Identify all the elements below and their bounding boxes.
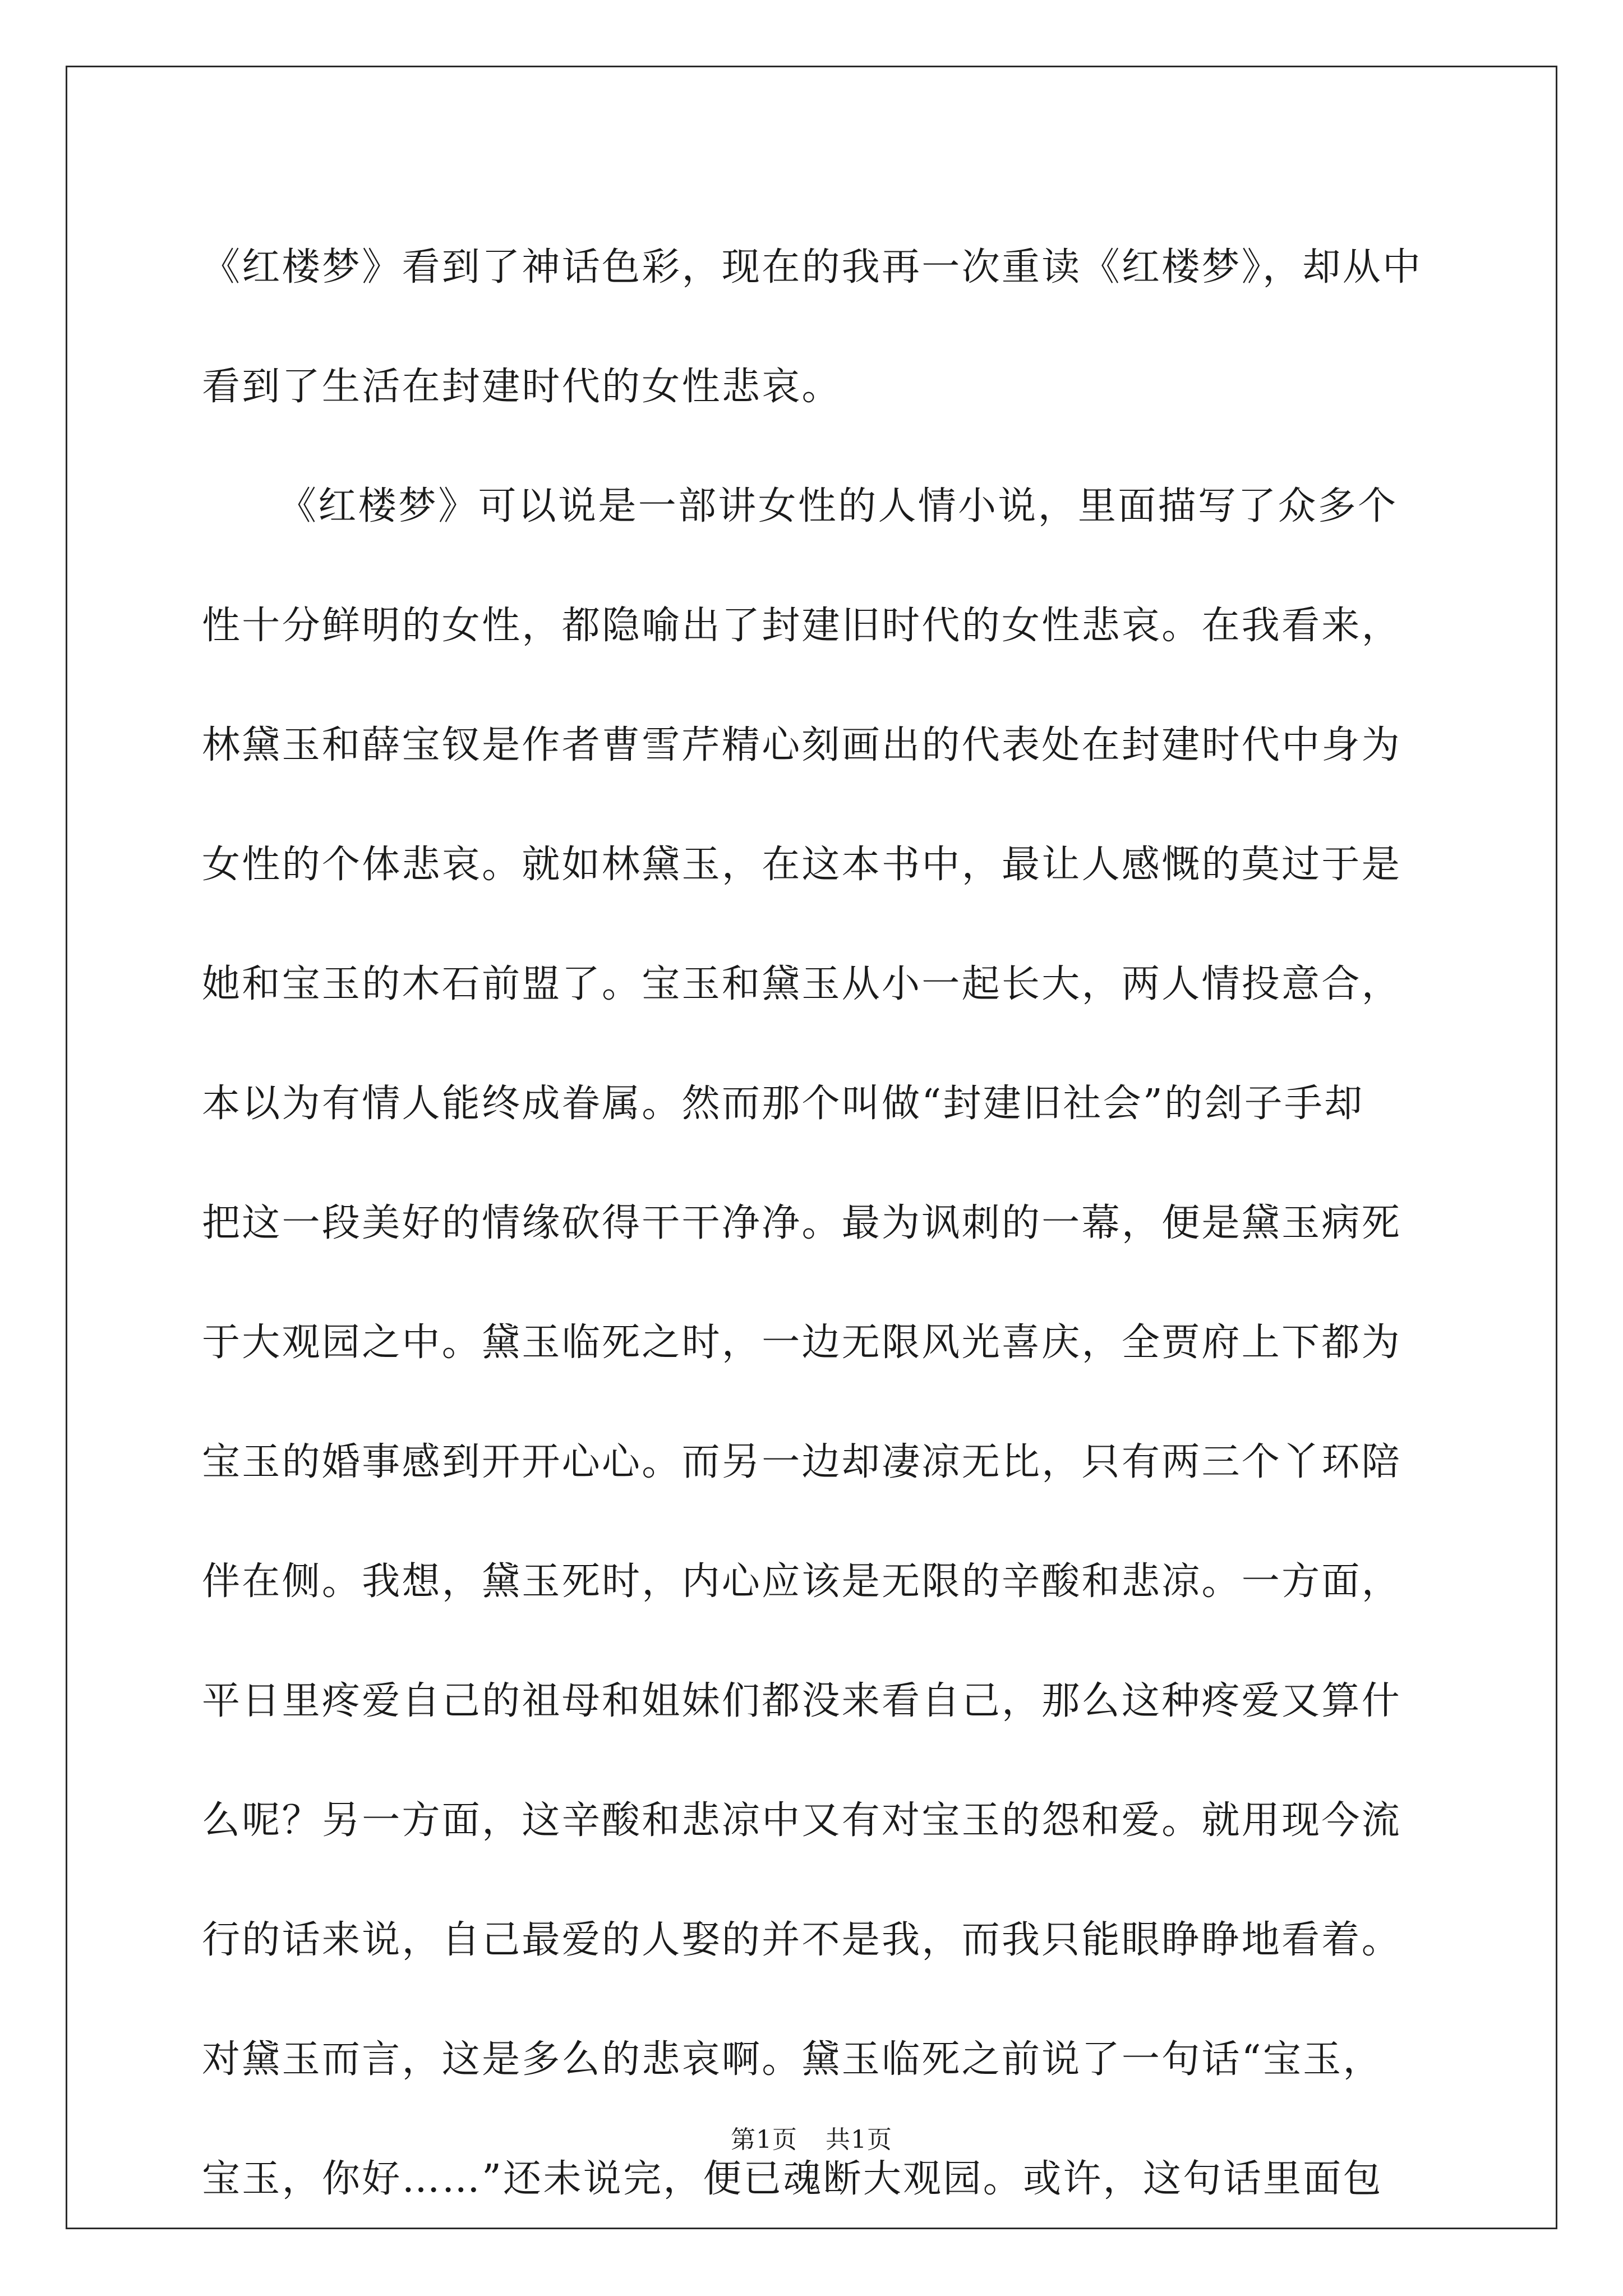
page-footer [0,2119,1623,2155]
text-line: 伴在侧。我想，黛玉死时，内心应该是无限的辛酸和悲凉。一方面， [202,1559,1402,1604]
text-line: 行的话来说，自己最爱的人娶的并不是我，而我只能眼睁睁地看着。 [202,1918,1402,1962]
text-line: 《红楼梦》看到了神话色彩，现在的我再一次重读《红楼梦》，却从中 [202,245,1423,289]
text-line: 女性的个体悲哀。就如林黛玉，在这本书中，最让人感慨的莫过于是 [202,843,1402,887]
text-line: 于大观园之中。黛玉临死之时，一边无限风光喜庆，全贾府上下都为 [202,1320,1402,1365]
text-line: 把这一段美好的情缘砍得干干净净。最为讽刺的一幕，便是黛玉病死 [202,1201,1402,1245]
text-line: 对黛玉而言，这是多么的悲哀啊。黛玉临死之前说了一句话“宝玉， [202,2037,1383,2082]
text-line: 平日里疼爱自己的祖母和姐妹们都没来看自己，那么这种疼爱又算什 [202,1679,1402,1723]
page-number-current: 第1页 [731,2125,797,2154]
paragraph-start-line: 《红楼梦》可以说是一部讲女性的人情小说，里面描写了众多个 [278,484,1398,528]
text-line: 宝玉，你好……”还未说完，便已魂断大观园。或许，这句话里面包 [202,2157,1383,2201]
text-line: 宝玉的婚事感到开开心心。而另一边却凄凉无比，只有两三个丫环陪 [202,1440,1402,1484]
text-line: 她和宝玉的木石前盟了。宝玉和黛玉从小一起长大，两人情投意合， [202,962,1402,1006]
page-number-total: 共1页 [826,2125,892,2154]
text-line: 看到了生活在封建时代的女性悲哀。 [202,365,842,409]
text-line: 性十分鲜明的女性，都隐喻出了封建旧时代的女性悲哀。在我看来， [202,604,1402,648]
text-line: 本以为有情人能终成眷属。然而那个叫做“封建旧社会”的刽子手却 [202,1082,1364,1126]
text-line: 林黛玉和薛宝钗是作者曹雪芹精心刻画出的代表处在封建时代中身为 [202,723,1402,767]
text-line: 么呢？另一方面，这辛酸和悲凉中又有对宝玉的怨和爱。就用现今流 [202,1798,1402,1843]
document-body [202,208,1430,2239]
